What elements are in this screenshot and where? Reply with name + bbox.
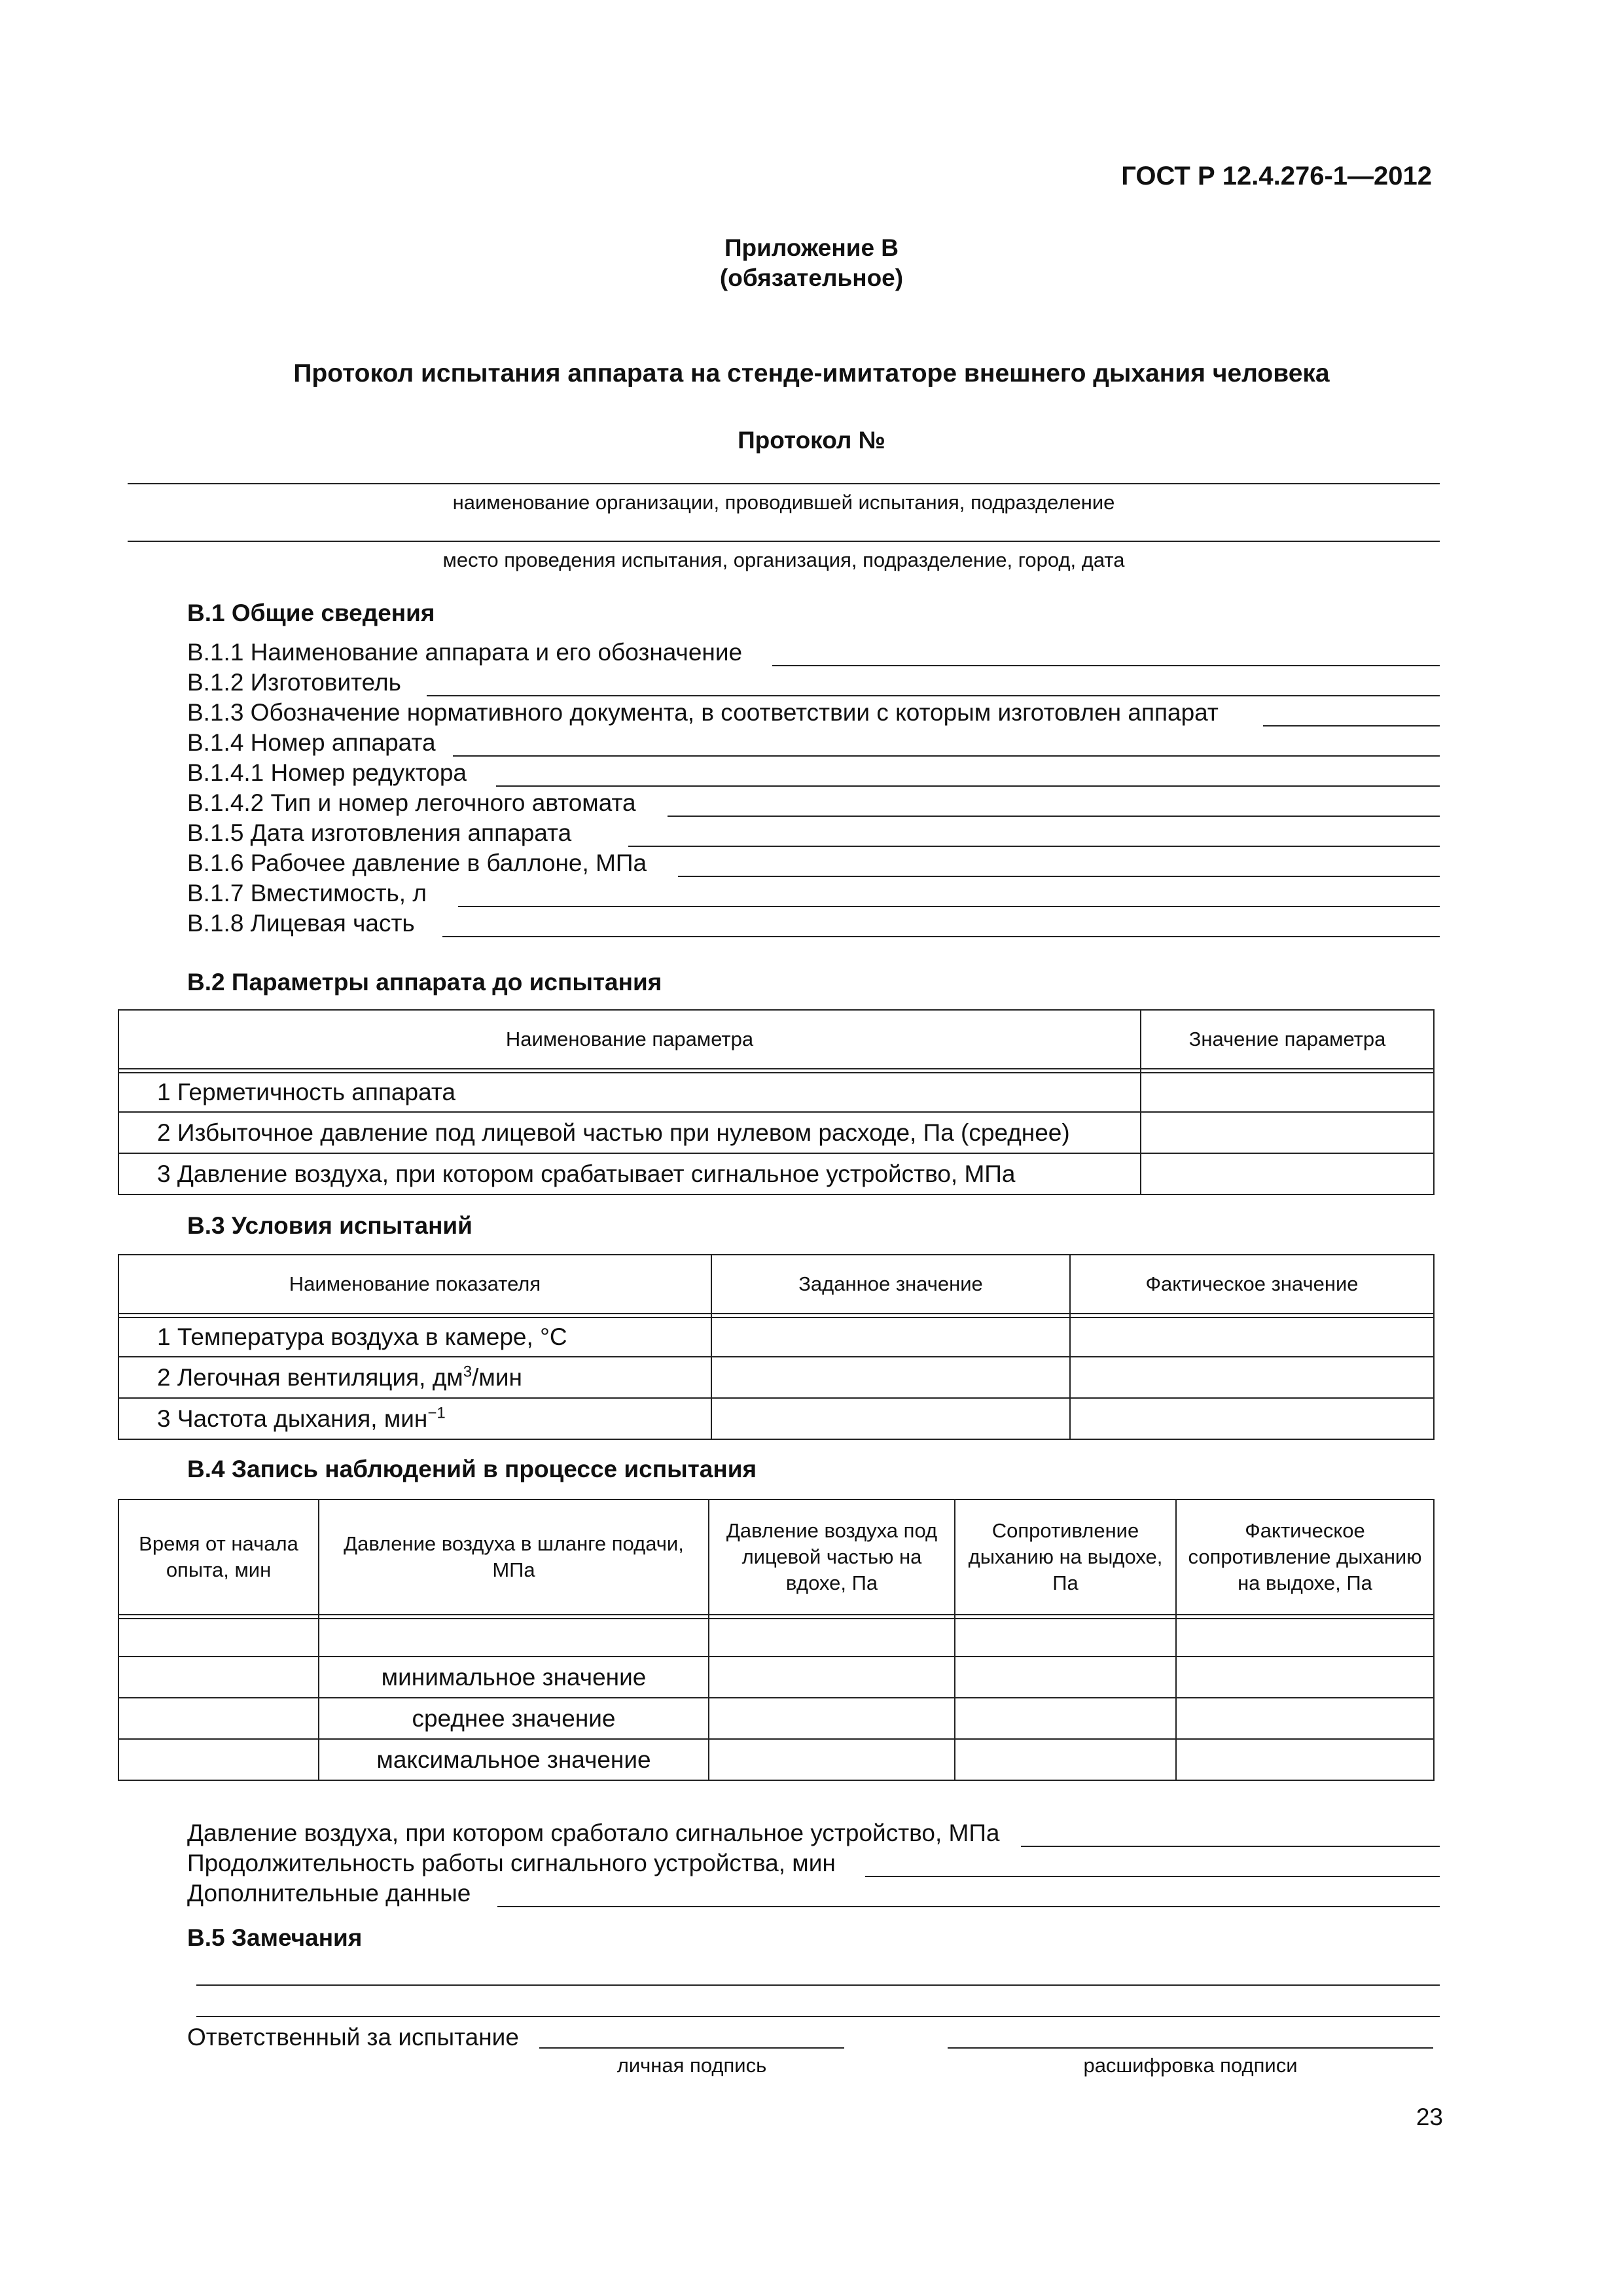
value-cell[interactable] [1176,1739,1434,1780]
field-label: В.1.2 Изготовитель [187,669,401,696]
conditions-header-set: Заданное значение [711,1255,1070,1314]
table-row-label: 1 Температура воздуха в камере, °C [118,1318,711,1357]
max-value-label: максимальное значение [319,1739,709,1780]
value-cell[interactable] [1070,1398,1434,1439]
value-cell[interactable] [118,1657,319,1698]
page-number: 23 [1416,2104,1443,2130]
obs-header-mask-pressure: Давление воздуха под лицевой частью на вдохе, Па [709,1499,955,1615]
obs-header-hose-pressure: Давление воздуха в шланге подачи, МПа [319,1499,709,1615]
value-cell[interactable] [709,1698,955,1739]
remarks-line[interactable] [196,2016,1440,2017]
signal-duration-label: Продолжительность работы сигнального устройства, мин [187,1850,836,1876]
fill-line[interactable] [1263,725,1440,726]
signature-line[interactable] [539,2047,844,2049]
observations-table [118,1499,1435,1781]
fill-line[interactable] [668,816,1440,817]
min-value-label: минимальное значение [319,1657,709,1698]
field-label: В.1.4 Номер аппарата [187,729,436,756]
field-label: В.1.5 Дата изготовления аппарата [187,819,572,846]
conditions-header-name: Наименование показателя [118,1255,711,1314]
fill-line[interactable] [427,695,1440,696]
field-label: В.1.3 Обозначение нормативного документа, в соответствии с которым изготовлен аппарат [187,699,1219,726]
appendix-title: Приложение В [724,234,899,261]
appendix-status: (обязательное) [719,264,904,291]
value-cell[interactable] [1141,1153,1434,1194]
avg-value-label: среднее значение [319,1698,709,1739]
protocol-number-label: Протокол № [738,427,885,454]
signal-pressure-label: Давление воздуха, при котором сработало сигнальное устройство, МПа [187,1820,1000,1846]
fill-line[interactable] [678,876,1440,877]
value-cell[interactable] [118,1739,319,1780]
fill-line[interactable] [497,1906,1440,1907]
section-b3-heading: В.3 Условия испытаний [187,1212,473,1239]
place-line [128,541,1440,542]
signature-caption: личная подпись [616,2054,767,2077]
field-label: В.1.4.2 Тип и номер легочного автомата [187,789,636,816]
value-cell[interactable] [1070,1318,1434,1357]
obs-header-time: Время от начала опыта, мин [118,1499,319,1615]
value-cell[interactable] [709,1739,955,1780]
fill-line[interactable] [865,1876,1440,1877]
value-cell[interactable] [711,1398,1070,1439]
value-cell[interactable] [709,1657,955,1698]
section-b1-heading: В.1 Общие сведения [187,600,435,626]
value-cell[interactable] [955,1657,1176,1698]
org-caption: наименование организации, проводившей испытания, подразделение [452,491,1115,514]
table-row-label [118,1398,711,1439]
value-cell[interactable] [118,1698,319,1739]
table-row-label [118,1357,711,1398]
row-text: /мин [472,1363,522,1391]
section-b5-heading: В.5 Замечания [187,1924,363,1951]
row-text: 2 Легочная вентиляция, дм [157,1363,463,1391]
value-cell[interactable] [709,1619,955,1657]
obs-header-resistance: Сопротивление дыханию на выдохе, Па [955,1499,1176,1615]
value-cell[interactable] [118,1619,319,1657]
signature-decoding-caption: расшифровка подписи [1083,2054,1298,2077]
document-code: ГОСТ Р 12.4.276-1—2012 [1121,162,1432,190]
field-label: В.1.6 Рабочее давление в баллоне, МПа [187,850,647,876]
table-row-label: 1 Герметичность аппарата [118,1073,1141,1112]
signature-decoding-line[interactable] [948,2047,1433,2049]
value-cell[interactable] [1141,1073,1434,1112]
section-b4-heading: В.4 Запись наблюдений в процессе испытания [187,1456,757,1482]
conditions-table [118,1254,1435,1440]
table-row-label: 2 Избыточное давление под лицевой частью при нулевом расходе, Па (среднее) [118,1112,1141,1153]
value-cell[interactable] [955,1698,1176,1739]
value-cell[interactable] [1176,1698,1434,1739]
place-caption: место проведения испытания, организация, подразделение, город, дата [442,548,1125,571]
protocol-title: Протокол испытания аппарата на стенде-имитаторе внешнего дыхания человека [293,359,1330,387]
params-header-value: Значение параметра [1141,1010,1434,1069]
remarks-line[interactable] [196,1984,1440,1986]
obs-header-actual-resistance: Фактическое сопротивление дыханию на выдохе, Па [1176,1499,1434,1615]
value-cell[interactable] [711,1318,1070,1357]
additional-data-label: Дополнительные данные [187,1880,471,1907]
value-cell[interactable] [1070,1357,1434,1398]
params-table [118,1009,1435,1195]
value-cell[interactable] [319,1619,709,1657]
fill-line[interactable] [453,755,1440,757]
fill-line[interactable] [496,785,1440,787]
fill-line[interactable] [772,665,1440,666]
row-superscript: 3 [463,1363,473,1381]
field-label: В.1.1 Наименование аппарата и его обозначение [187,639,743,666]
conditions-header-actual: Фактическое значение [1070,1255,1434,1314]
params-header-name: Наименование параметра [118,1010,1141,1069]
value-cell[interactable] [1176,1619,1434,1657]
fill-line[interactable] [458,906,1440,907]
value-cell[interactable] [1176,1657,1434,1698]
row-superscript: −1 [427,1404,446,1422]
responsible-label: Ответственный за испытание [187,2024,519,2051]
value-cell[interactable] [711,1357,1070,1398]
table-row-label: 3 Давление воздуха, при котором срабатывает сигнальное устройство, МПа [118,1153,1141,1194]
section-b2-heading: В.2 Параметры аппарата до испытания [187,969,662,996]
value-cell[interactable] [955,1619,1176,1657]
value-cell[interactable] [955,1739,1176,1780]
fill-line[interactable] [628,846,1440,847]
fill-line[interactable] [442,936,1440,937]
org-line [128,483,1440,484]
row-text: 3 Частота дыхания, мин [157,1405,428,1432]
value-cell[interactable] [1141,1112,1434,1153]
fill-line[interactable] [1021,1846,1440,1847]
field-label: В.1.4.1 Номер редуктора [187,759,467,786]
field-label: В.1.8 Лицевая часть [187,910,415,937]
field-label: В.1.7 Вместимость, л [187,880,427,906]
